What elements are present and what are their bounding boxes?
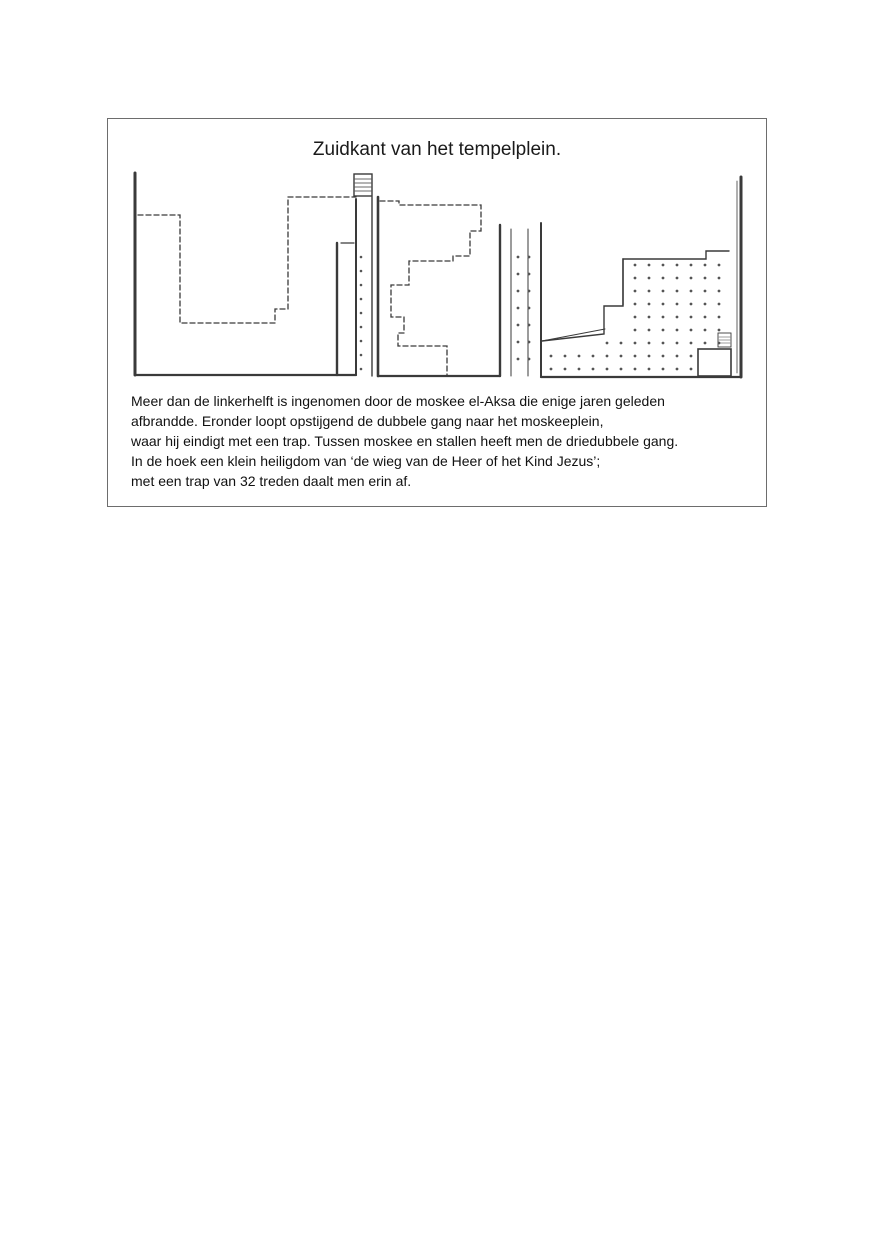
stair-tower: [354, 174, 372, 196]
column-dot: [648, 303, 651, 306]
column-dot: [676, 303, 679, 306]
column-dot: [690, 368, 693, 371]
column-dot: [550, 368, 553, 371]
column-dot: [704, 329, 707, 332]
column-dot: [718, 277, 721, 280]
column-dot: [704, 277, 707, 280]
column-dot: [634, 277, 637, 280]
column-dot: [718, 290, 721, 293]
column-dot: [606, 342, 609, 345]
column-dot: [634, 264, 637, 267]
column-dot: [634, 342, 637, 345]
column-dot: [634, 316, 637, 319]
column-dot: [648, 329, 651, 332]
column-dot: [690, 355, 693, 358]
column-dot: [662, 303, 665, 306]
column-dot: [690, 277, 693, 280]
caption-line: met een trap van 32 treden daalt men erin af.: [131, 473, 412, 489]
column-dot: [648, 264, 651, 267]
column-dot: [690, 329, 693, 332]
column-dot: [718, 264, 721, 267]
column-dot: [662, 290, 665, 293]
double-corridor-outline: [380, 201, 481, 375]
column-dot: [676, 277, 679, 280]
column-dot: [648, 368, 651, 371]
column-dot: [690, 342, 693, 345]
column-dot: [634, 355, 637, 358]
cradle-room: [698, 349, 731, 376]
column-dot: [662, 264, 665, 267]
column-dot: [718, 329, 721, 332]
column-dot: [690, 303, 693, 306]
column-dot: [704, 342, 707, 345]
column-dot: [676, 290, 679, 293]
column-dot: [648, 316, 651, 319]
column-dot: [718, 316, 721, 319]
column-dot: [704, 290, 707, 293]
caption: [131, 391, 761, 491]
column-dot: [690, 316, 693, 319]
column-dot: [676, 355, 679, 358]
caption-line: afbrandde. Eronder loopt opstijgend de dubbele gang naar het moskeeplein,: [131, 413, 604, 429]
column-dot: [704, 264, 707, 267]
column-dot: [592, 368, 595, 371]
column-dot: [634, 303, 637, 306]
column-dot: [662, 277, 665, 280]
column-dot: [634, 368, 637, 371]
caption-line: waar hij eindigt met een trap. Tussen moskee en stallen heeft men de driedubbele gang.: [131, 433, 679, 449]
column-dot: [662, 342, 665, 345]
column-dot: [550, 355, 553, 358]
column-dot: [648, 290, 651, 293]
column-dot: [620, 342, 623, 345]
column-dot: [662, 368, 665, 371]
column-dot: [662, 329, 665, 332]
column-dot: [676, 316, 679, 319]
column-dot: [578, 368, 581, 371]
column-dot: [606, 355, 609, 358]
column-dot: [648, 342, 651, 345]
stables-columns: [550, 264, 721, 371]
column-dot: [690, 264, 693, 267]
column-dot: [704, 303, 707, 306]
column-dot: [606, 368, 609, 371]
column-dot: [648, 277, 651, 280]
caption-line: Meer dan de linkerhelft is ingenomen door de moskee el-Aksa die enige jaren geleden: [131, 393, 665, 409]
column-dot: [620, 368, 623, 371]
caption-line: In de hoek een klein heiligdom van ‘de wieg van de Heer of het Kind Jezus’;: [131, 453, 601, 469]
column-dot: [690, 290, 693, 293]
column-dot: [662, 316, 665, 319]
figure-title: Zuidkant van het tempelplein.: [312, 139, 562, 160]
column-dot: [620, 355, 623, 358]
figure-frame: [107, 118, 767, 507]
column-dot: [648, 355, 651, 358]
column-dot: [718, 342, 721, 345]
column-dot: [592, 355, 595, 358]
column-dot: [634, 290, 637, 293]
column-dot: [662, 355, 665, 358]
column-dot: [564, 368, 567, 371]
column-dot: [564, 355, 567, 358]
column-dot: [718, 303, 721, 306]
column-dot: [634, 329, 637, 332]
column-dot: [578, 355, 581, 358]
column-dot: [676, 368, 679, 371]
column-dot: [676, 264, 679, 267]
column-dot: [676, 342, 679, 345]
column-dot: [676, 329, 679, 332]
column-dot: [704, 316, 707, 319]
mosque-outline: [138, 197, 356, 323]
